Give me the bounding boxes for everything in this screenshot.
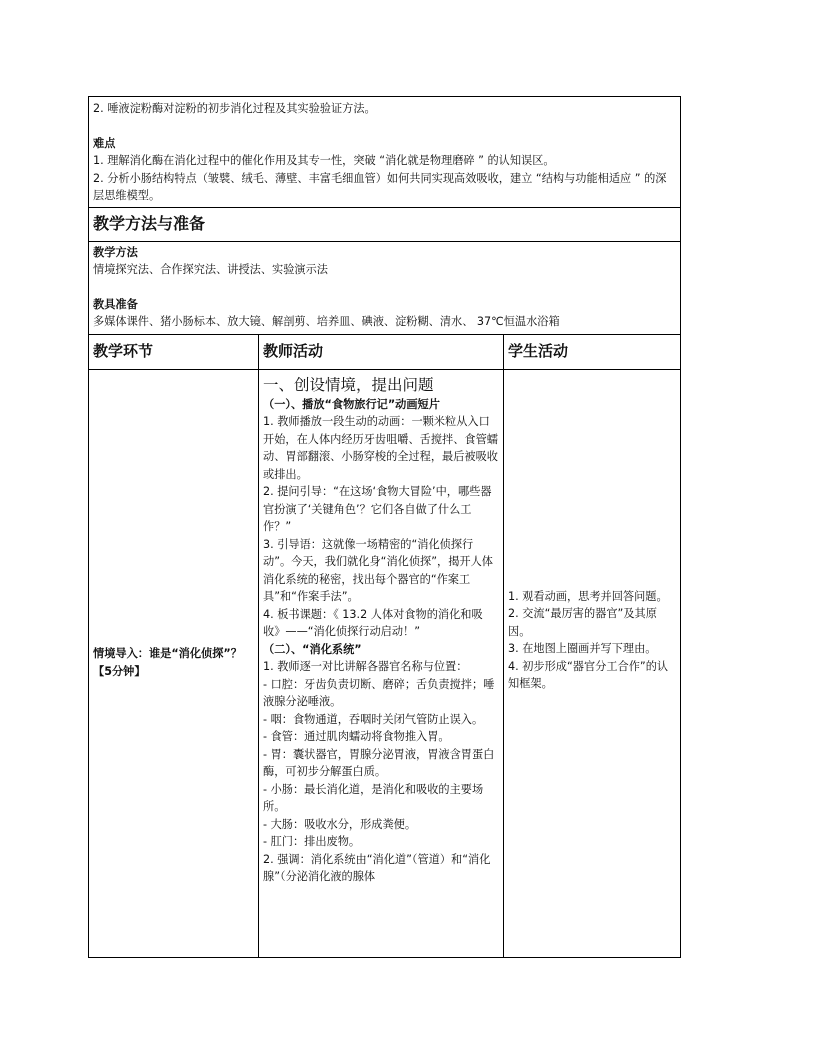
methods-title-row xyxy=(89,207,681,241)
key-points-row xyxy=(89,97,681,208)
header-student: 学生活动 xyxy=(504,334,681,369)
header-stage: 教学环节 xyxy=(89,334,259,369)
teacher-paragraph-1: 1. 教师播放一段生动的动画：一颗米粒从入口开始，在人体内经历牙齿咀嚼、舌搅拌、食管蠕动、胃部翻滚、小肠穿梭的全过程，最后被吸收或排出。 xyxy=(263,415,498,481)
tools-text: 多媒体课件、猪小肠标本、放大镜、解剖剪、培养皿、碘液、淀粉糊、清水、 37℃恒温水浴箱 xyxy=(93,315,560,328)
lesson-plan-table xyxy=(88,96,681,958)
organ-large-intestine: - 大肠：吸收水分，形成粪便。 xyxy=(263,817,417,831)
activity-header-row xyxy=(89,334,681,369)
teacher-paragraph-3: 3. 引导语：这就像一场精密的“消化侦探行动”。今天，我们就化身“消化侦探”，揭开人体消化系统的秘密，找出每个器官的“作案工具”和“作案手法”。 xyxy=(263,537,493,603)
teacher-subheading-2: （二）、“消化系统” xyxy=(263,642,362,656)
stage-label: 情境导入：谁是“消化侦探”？【5分钟】 xyxy=(93,647,242,678)
focus-item-2: 2. 唾液淀粉酶对淀粉的初步消化过程及其实验验证方法。 xyxy=(93,102,376,115)
difficulty-item-2: 2. 分析小肠结构特点（皱襞、绒毛、薄壁、丰富毛细血管）如何共同实现高效吸收，建立 “结构与功能相适应 ” 的深层思维模型。 xyxy=(93,171,667,202)
tools-label: 教具准备 xyxy=(93,297,138,311)
teacher-paragraph-4: 4. 板书课题：《 13.2 人体对食物的消化和吸收》——“消化侦探行动启动！” xyxy=(263,607,483,638)
methods-label: 教学方法 xyxy=(93,245,138,259)
stage-cell xyxy=(89,369,259,957)
student-activity-cell xyxy=(504,369,681,957)
teacher-paragraph-5: 1. 教师逐一对比讲解各器官名称与位置： xyxy=(263,660,468,673)
teacher-subheading-1: （一）、播放“食物旅行记”动画短片 xyxy=(263,397,440,411)
organ-small-intestine: - 小肠：最长消化道，是消化和吸收的主要场所。 xyxy=(263,782,484,813)
organ-esophagus: - 食管：通过肌肉蠕动将食物推入胃。 xyxy=(263,730,450,743)
organ-mouth: - 口腔：牙齿负责切断、磨碎；舌负责搅拌；唾液腺分泌唾液。 xyxy=(263,677,495,708)
student-item-4: 4. 初步形成“器官分工合作”的认知框架。 xyxy=(508,659,669,690)
lesson-plan-page xyxy=(88,96,680,958)
methods-section-title: 教学方法与准备 xyxy=(89,207,681,241)
difficulty-title: 难点 xyxy=(93,136,116,150)
teacher-paragraph-2: 2. 提问引导：“在这场‘食物大冒险’中，哪些器官扮演了‘关键角色’？它们各自做了什么工作？” xyxy=(263,485,492,533)
methods-cell xyxy=(89,241,681,334)
teacher-activity-cell xyxy=(259,369,504,957)
organ-stomach: - 胃：囊状器官，胃腺分泌胃液，胃液含胃蛋白酶，可初步分解蛋白质。 xyxy=(263,747,495,778)
teacher-heading: 一、创设情境，提出问题 xyxy=(263,375,434,394)
difficulty-item-1: 1. 理解消化酶在消化过程中的催化作用及其专一性，突破 “消化就是物理磨碎 ” 的认知误区。 xyxy=(93,154,555,167)
key-points-cell xyxy=(89,97,681,208)
teacher-paragraph-6: 2. 强调：消化系统由“消化道”（管道）和“消化腺”（分泌消化液的腺体 xyxy=(263,852,491,883)
organ-pharynx: - 咽：食物通道，吞咽时关闭气管防止误入。 xyxy=(263,712,484,726)
methods-text: 情境探究法、合作探究法、讲授法、实验演示法 xyxy=(93,263,328,276)
student-item-3: 3. 在地图上圈画并写下理由。 xyxy=(508,642,657,655)
organ-anus: - 肛门：排出废物。 xyxy=(263,835,361,848)
header-teacher: 教师活动 xyxy=(259,334,504,369)
activity-row xyxy=(89,369,681,957)
methods-row xyxy=(89,241,681,334)
student-item-1: 1. 观看动画，思考并回答问题。 xyxy=(508,589,668,603)
student-item-2: 2. 交流“最厉害的器官”及其原因。 xyxy=(508,607,657,638)
